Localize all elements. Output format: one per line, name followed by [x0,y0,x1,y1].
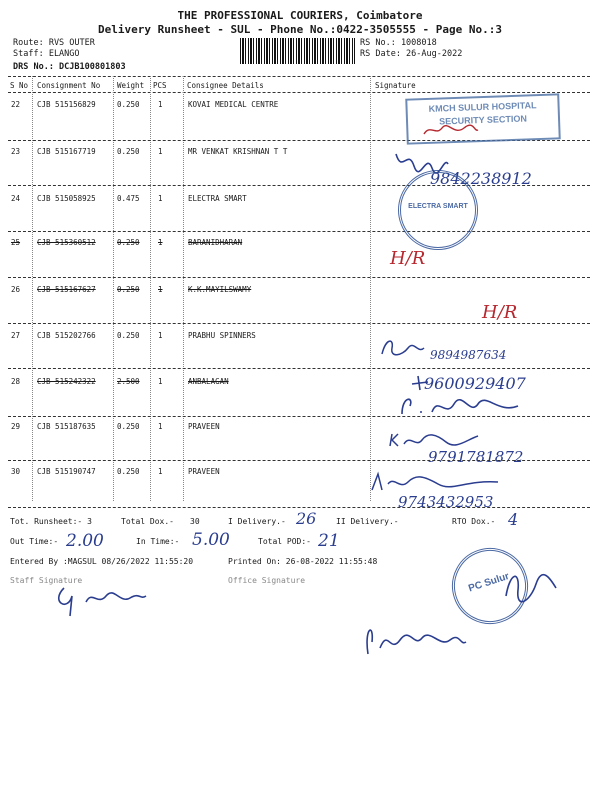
row-consignment: CJB 515242322 [37,377,96,386]
row-weight: 0.250 [117,331,140,340]
out-time-value: 2.00 [66,531,104,551]
row-sno: 30 [11,467,21,476]
stamp-text: PC Sulur [467,570,511,595]
total-dox-value: 30 [190,517,200,526]
handwritten-phone: 9842238912 [430,169,532,188]
total-pod-value: 21 [318,531,340,551]
row-consignment: CJB 515167627 [37,285,96,294]
row-sno: 23 [11,147,21,156]
row-consignee: ELECTRA SMART [188,194,247,203]
col-header-sno: S No [10,81,29,90]
entered-by: Entered By :MAGSUL 08/26/2022 11:55:20 [10,557,194,566]
signature-scribble [368,470,508,496]
row-pcs: 1 [158,467,163,476]
row-divider [8,460,590,461]
col-header-consignee: Consignee Details [187,81,264,90]
row-weight: 0.250 [117,285,140,294]
handwritten-phone: 9743432953 [398,493,494,511]
row-consignee: PRAVEEN [188,467,220,476]
row-consignment: CJB 515190747 [37,467,96,476]
signature-scribble [500,566,560,606]
staff-label: Staff: ELANGO [13,49,80,59]
row-consignee: KOVAI MEDICAL CENTRE [188,100,279,109]
row-sno: 25 [11,238,21,247]
row-consignee: K.K.MAYILSWAMY [188,285,252,294]
row-pcs: 1 [158,422,163,431]
in-time-label: In Time:- [136,537,180,546]
staff-signature-label: Staff Signature [10,576,83,585]
col-header-consignment: Consignment No [37,81,101,90]
row-weight: 0.250 [117,100,140,109]
row-consignee: PRABHU SPINNERS [188,331,256,340]
i-delivery-value: 26 [296,509,317,528]
row-sno: 29 [11,422,21,431]
i-delivery-label: I Delivery.- [228,517,286,526]
row-weight: 0.475 [117,194,140,203]
row-weight: 0.250 [117,422,140,431]
total-runsheet: Tot. Runsheet:- 3 [10,517,92,526]
document-subtitle: Delivery Runsheet - SUL - Phone No.:0422-3505555 - Page No.:3 [98,23,502,36]
stamp-text: ELECTRA SMART [408,203,468,210]
rs-date: RS Date: 26-Aug-2022 [360,49,463,59]
table-bottom-rule [8,507,590,508]
stamp-text: SECURITY SECTION [438,113,528,127]
row-pcs: 1 [158,147,163,156]
drs-number: DRS No.: DCJB100801803 [13,62,126,72]
handwritten-phone: 9894987634 [430,348,507,362]
row-weight: 2.500 [117,377,140,386]
office-signature-label: Office Signature [228,576,306,585]
rto-dox-value: 4 [508,510,519,529]
handwritten-phone: 9600929407 [424,374,526,393]
rs-number: RS No.: 1008018 [360,38,437,48]
row-consignee: MR VENKAT KRISHNAN T T [188,147,288,156]
signature-scribble [378,336,428,360]
stamp-text: KMCH SULUR HOSPITAL [428,100,537,114]
row-divider [8,323,590,324]
out-time-label: Out Time:- [10,537,59,546]
in-time-value: 5.00 [192,530,230,550]
ii-delivery-label: II Delivery.- [336,517,399,526]
table-header-rule [8,92,590,93]
office-signature [360,618,470,662]
barcode [240,38,355,64]
handwritten-phone: 9791781872 [428,448,524,466]
row-consignment: CJB 515202766 [37,331,96,340]
row-consignment: CJB 515167719 [37,147,96,156]
total-dox-label: Total Dox.- [121,517,174,526]
col-header-signature: Signature [375,81,416,90]
row-consignment: CJB 515187635 [37,422,96,431]
col-header-weight: Weight [117,81,145,90]
row-weight: 0.250 [117,147,140,156]
row-sno: 24 [11,194,21,203]
row-consignee: ANBALAGAN [188,377,229,386]
row-consignee: PRAVEEN [188,422,220,431]
row-consignee: BARANIDHARAN [188,238,243,247]
row-divider [8,277,590,278]
row-consignment: CJB 515058925 [37,194,96,203]
row-consignment: CJB 515156829 [37,100,96,109]
signature-scribble [386,430,506,452]
table-top-rule [8,76,590,77]
row-pcs: 1 [158,285,163,294]
handwritten-hr: H/R [482,302,518,323]
row-sno: 28 [11,377,21,386]
total-pod-label: Total POD:- [258,537,311,546]
staff-signature [50,582,150,618]
row-divider [8,231,590,232]
electra-smart-stamp [398,170,478,250]
row-consignment: CJB 515360512 [37,238,96,247]
printed-on: Printed On: 26-08-2022 11:55:48 [228,557,378,566]
row-divider [8,185,590,186]
row-sno: 26 [11,285,21,294]
col-header-pcs: PCS [153,81,167,90]
row-pcs: 1 [158,194,163,203]
row-pcs: 1 [158,377,163,386]
document-title: THE PROFESSIONAL COURIERS, Coimbatore [177,9,423,22]
rto-dox-label: RTO Dox.- [452,517,496,526]
route-label: Route: RVS OUTER [13,38,95,48]
row-divider [8,368,590,369]
row-pcs: 1 [158,238,163,247]
row-sno: 22 [11,100,21,109]
handwritten-hr: H/R [390,248,426,269]
row-pcs: 1 [158,331,163,340]
row-weight: 0.250 [117,238,140,247]
row-pcs: 1 [158,100,163,109]
signature-scribble [398,392,548,420]
signature-scribble [410,372,430,392]
row-sno: 27 [11,331,21,340]
kmch-security-stamp [405,93,561,144]
row-weight: 0.250 [117,467,140,476]
